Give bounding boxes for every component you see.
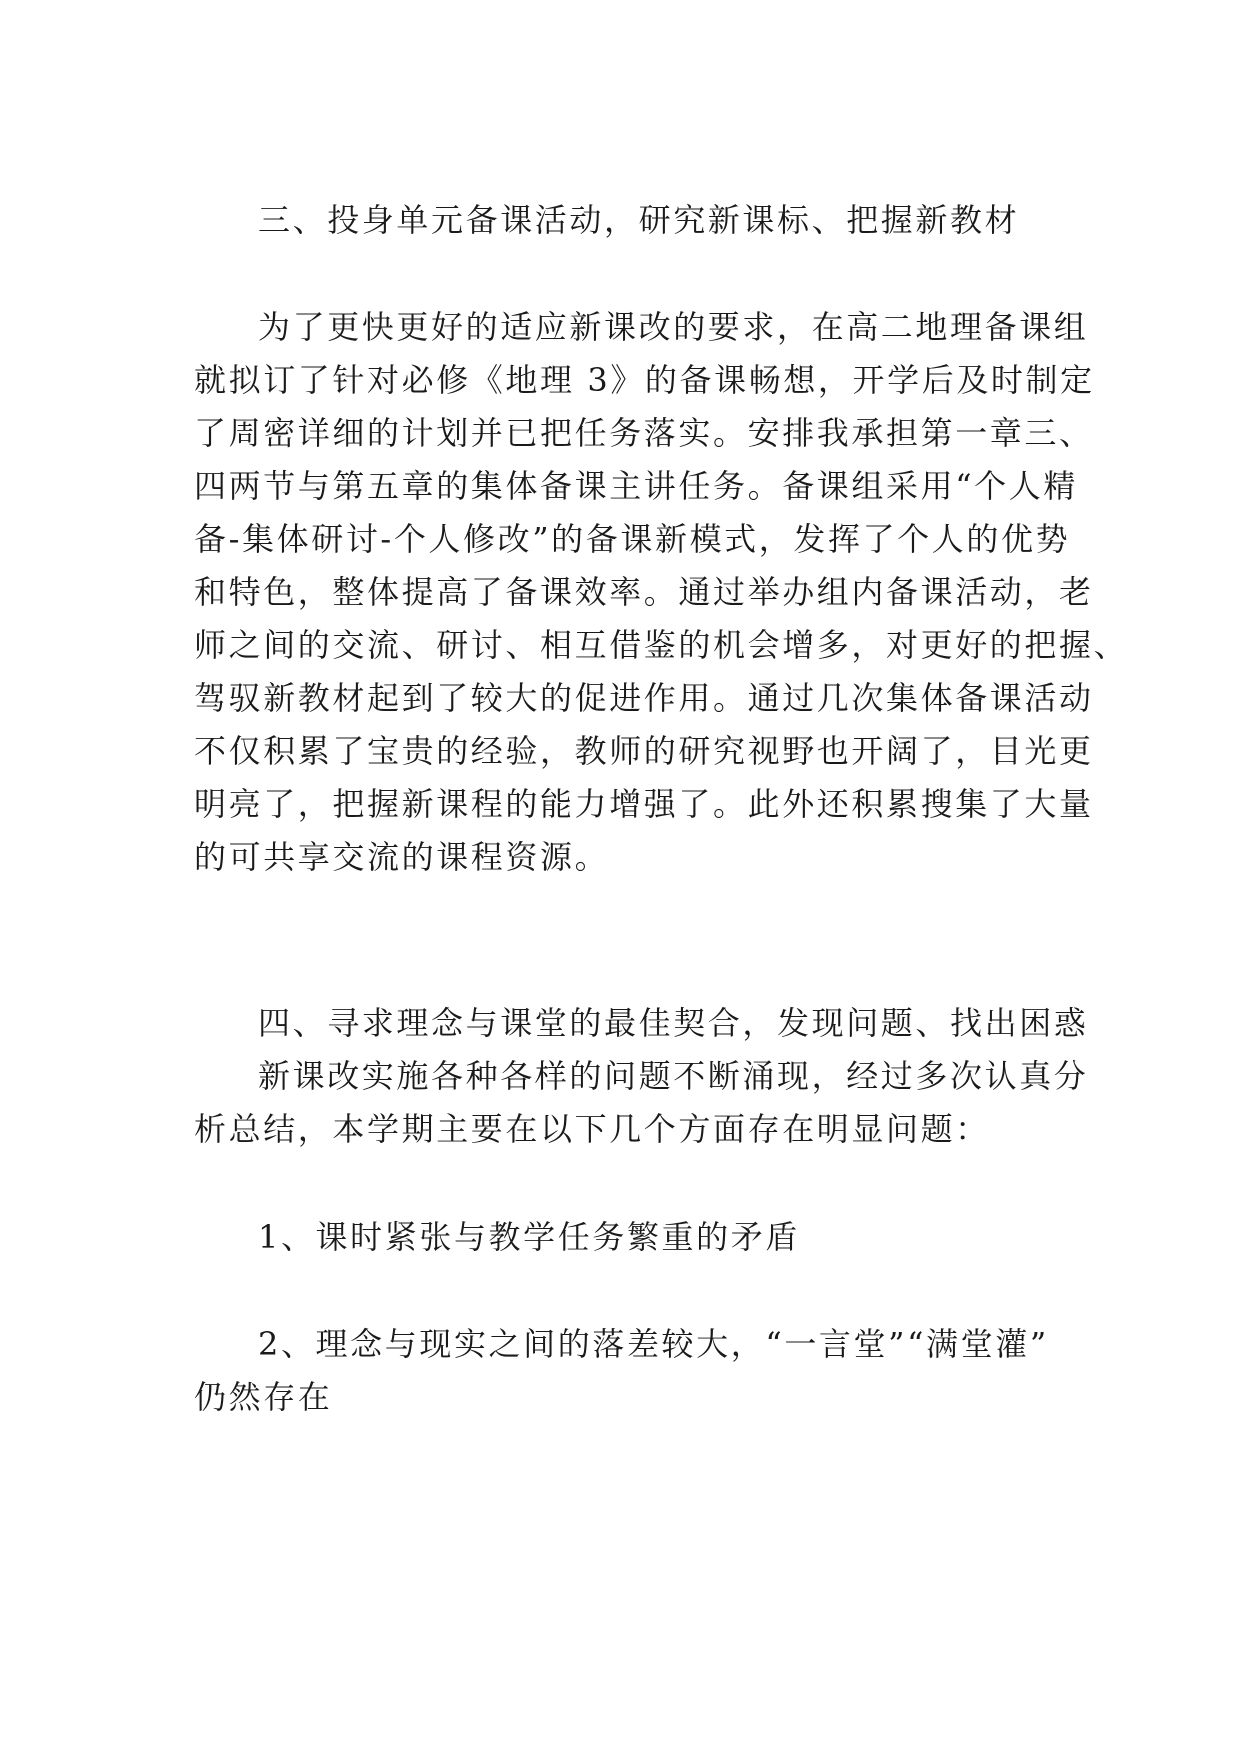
section4-paragraph-line: 新课改实施各种各样的问题不断涌现，经过多次认真分: [258, 1057, 1089, 1095]
section3-paragraph-line: 了周密详细的计划并已把任务落实。安排我承担第一章三、: [194, 414, 1094, 452]
section3-paragraph-line: 和特色，整体提高了备课效率。通过举办组内备课活动，老: [194, 573, 1094, 611]
list-item-2-line: 仍然存在: [194, 1378, 333, 1416]
section4-heading: 四、寻求理念与课堂的最佳契合，发现问题、找出困惑: [258, 1004, 1089, 1042]
section3-paragraph-line: 驾驭新教材起到了较大的促进作用。通过几次集体备课活动: [194, 679, 1094, 717]
section3-paragraph-line: 的可共享交流的课程资源。: [194, 838, 610, 876]
section3-paragraph-line: 不仅积累了宝贵的经验，教师的研究视野也开阔了，目光更: [194, 732, 1094, 770]
list-item-2-line: 2、理念与现实之间的落差较大，“一言堂”“满堂灌”: [258, 1325, 1049, 1363]
section3-paragraph-line: 明亮了，把握新课程的能力增强了。此外还积累搜集了大量: [194, 785, 1094, 823]
section3-paragraph-line: 四两节与第五章的集体备课主讲任务。备课组采用“个人精: [194, 467, 1078, 505]
list-item-1: 1、课时紧张与教学任务繁重的矛盾: [258, 1218, 800, 1256]
section3-paragraph-line: 师之间的交流、研讨、相互借鉴的机会增多，对更好的把握、: [194, 626, 1129, 664]
section3-paragraph-line: 为了更快更好的适应新课改的要求，在高二地理备课组: [258, 308, 1089, 346]
section3-paragraph-line: 就拟订了针对必修《地理 3》的备课畅想，开学后及时制定: [194, 361, 1095, 399]
section3-paragraph-line: 备-集体研讨-个人修改”的备课新模式，发挥了个人的优势: [194, 520, 1071, 558]
section4-paragraph-line: 析总结，本学期主要在以下几个方面存在明显问题：: [194, 1110, 990, 1148]
section3-heading: 三、投身单元备课活动，研究新课标、把握新教材: [258, 201, 1020, 239]
